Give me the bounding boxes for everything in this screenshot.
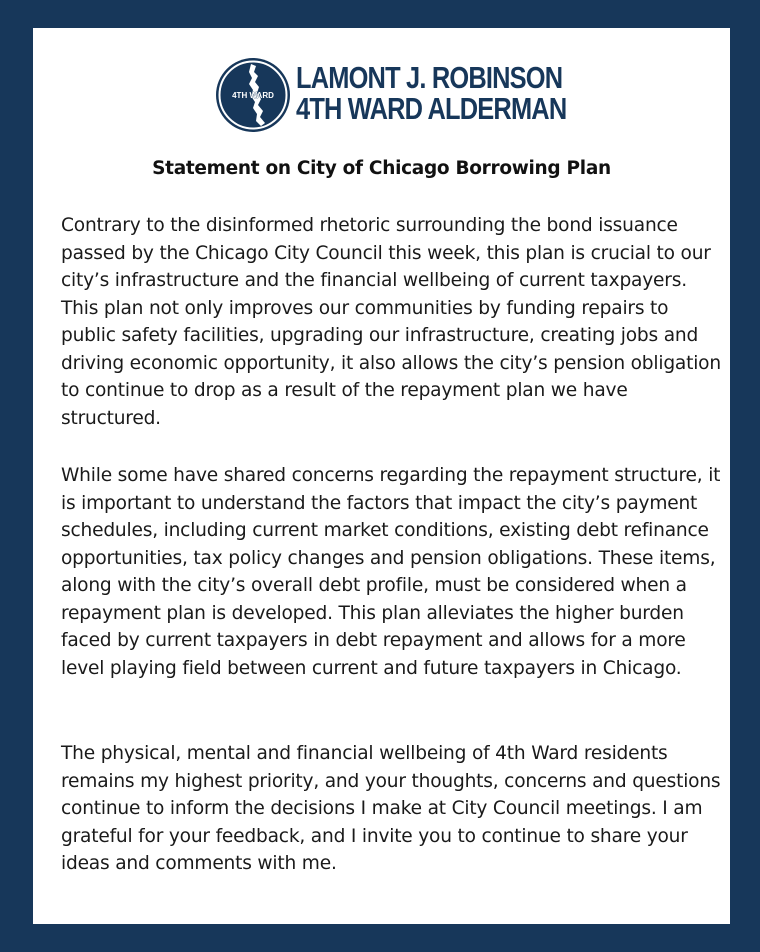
statement-paragraph: While some have shared concerns regarding the repayment structure, it is important to understand the factors that impact the city’s payment schedules, including current market conditions, existing debt refinance opportunities, tax policy changes and pension obligations. These items, along with the city’s overall debt profile, must be considered when a repayment plan is developed. This plan alleviates the higher burden faced by current taxpayers in debt repayment and allows for a more level playing field between current and future taxpayers in Chicago. <box>61 465 721 679</box>
logo-wordmark <box>296 62 566 124</box>
statement-paragraph: The physical, mental and financial wellbeing of 4th Ward residents remains my highest priority, and your thoughts, concerns and questions continue to inform the decisions I make at City Council meetings. I am grateful for your feedback, and I invite you to continue to share your ideas and comments with me. <box>61 743 721 874</box>
alderman-role: 4TH WARD ALDERMAN <box>296 91 567 126</box>
seal-label: 4TH WARD <box>232 91 274 100</box>
statement-paragraph: Contrary to the disinformed rhetoric surrounding the bond issuance passed by the Chicago City Council this week, this plan is crucial to our city’s infrastructure and the financial wellbeing of current taxpayers. This plan not only improves our communities by funding repairs to public safety facilities, upgrading our infrastructure, creating jobs and driving economic opportunity, it also allows the city’s pension obligation to continue to drop as a result of the repayment plan we have structured. <box>61 215 721 429</box>
statement-title: Statement on City of Chicago Borrowing Plan <box>152 158 611 179</box>
statement-page <box>33 28 730 924</box>
ward-logo <box>215 57 567 133</box>
ward-seal-icon <box>215 57 291 133</box>
alderman-name: LAMONT J. ROBINSON <box>296 60 563 95</box>
